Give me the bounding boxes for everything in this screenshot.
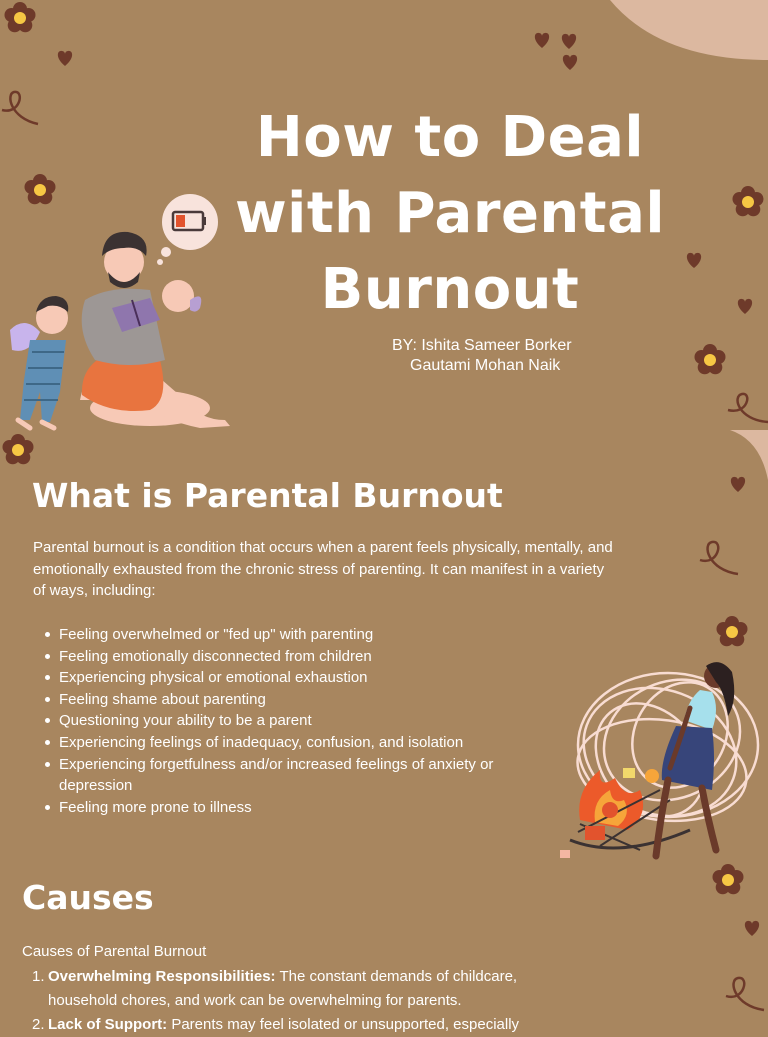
cause-label: Lack of Support: (48, 1016, 168, 1033)
heart-icon (745, 921, 759, 936)
title-line: Burnout (320, 257, 580, 322)
author-line: BY: Ishita Sameer Borker (392, 337, 572, 354)
section-heading-causes: Causes (22, 878, 154, 917)
family-illustration (10, 194, 230, 428)
list-item: Questioning your ability to be a parent (45, 710, 565, 732)
list-item: Experiencing forgetfulness and/or increased feelings of anxiety or depression (45, 754, 565, 797)
symptom-list (45, 624, 565, 818)
list-item: Feeling overwhelmed or "fed up" with parenting (45, 624, 565, 646)
list-item: Experiencing feelings of inadequacy, confusion, and isolation (45, 732, 565, 754)
page-title (200, 100, 700, 328)
flower-icon (25, 174, 56, 204)
burnout-woman-illustration (560, 658, 760, 858)
list-number: 2. (32, 1016, 45, 1033)
flower-icon (3, 434, 34, 464)
flower-icon (733, 186, 764, 216)
blob-right (730, 430, 768, 480)
causes-intro: Causes of Parental Burnout (22, 943, 207, 960)
heart-icon (58, 51, 72, 66)
title-line: How to Deal (255, 105, 645, 170)
list-item (30, 1013, 570, 1037)
title-line: with Parental (234, 181, 666, 246)
heart-icon (738, 299, 752, 314)
swirl-icon (700, 542, 738, 574)
heart-icon (731, 477, 745, 492)
causes-list (30, 965, 570, 1037)
heart-icon (562, 34, 576, 49)
list-item: Experiencing physical or emotional exhaustion (45, 667, 565, 689)
what-intro-paragraph: Parental burnout is a condition that occurs when a parent feels physically, mentally, and emotionally exhausted from the chronic stress of parenting. It can manifest in a variety of ways, including: (33, 539, 613, 599)
list-number: 1. (32, 968, 45, 985)
flower-icon (713, 864, 744, 894)
list-item: Feeling shame about parenting (45, 689, 565, 711)
heart-icon (535, 33, 549, 48)
section-heading-what: What is Parental Burnout (32, 476, 503, 515)
flower-icon (5, 2, 36, 32)
cause-text: The constant demands of childcare, household chores, and work can be overwhelming for parents. (48, 968, 518, 1009)
author-line: Gautami Mohan Naik (410, 357, 561, 374)
cause-text: Parents may feel isolated or unsupported, especially (167, 1016, 520, 1033)
flower-icon (695, 344, 726, 374)
swirl-icon (2, 92, 38, 124)
blob-top-right (610, 0, 768, 60)
flower-icon (717, 616, 748, 646)
heart-icon (563, 55, 577, 70)
list-item: Feeling more prone to illness (45, 797, 565, 819)
swirl-icon (728, 394, 768, 422)
list-item (30, 965, 570, 1013)
cause-label: Overwhelming Responsibilities: (48, 968, 276, 985)
byline (392, 336, 572, 376)
list-item: Feeling emotionally disconnected from children (45, 646, 565, 668)
swirl-icon (726, 978, 764, 1010)
